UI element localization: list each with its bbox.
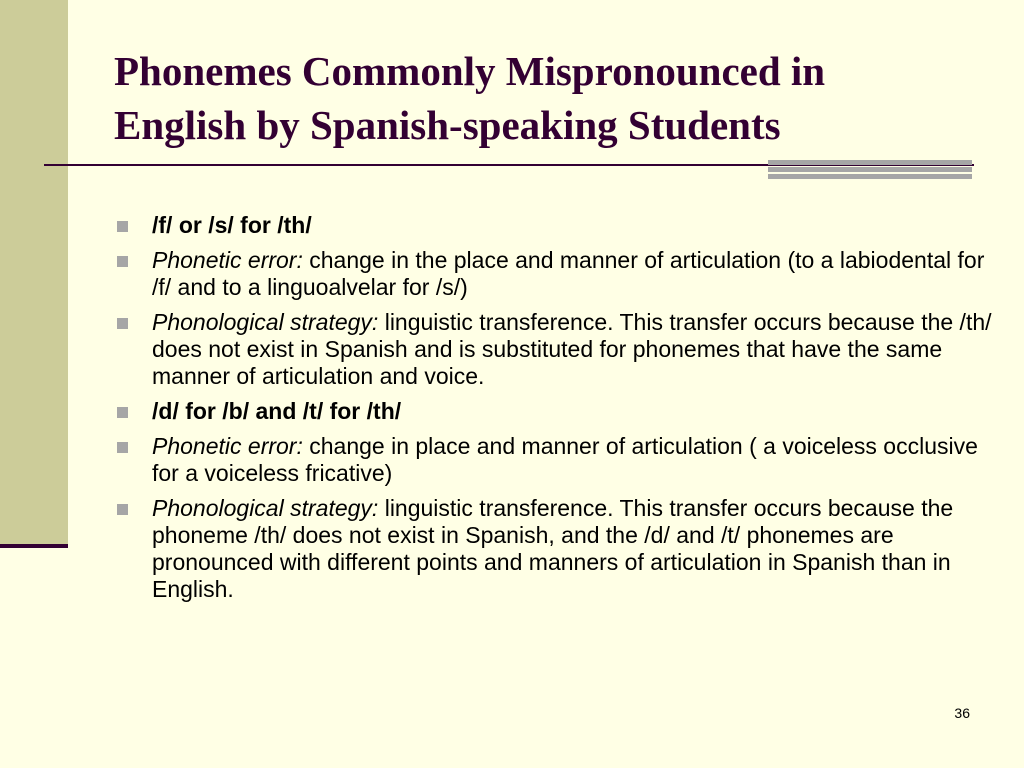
slide-title-line-1: Phonemes Commonly Mispronounced in — [114, 48, 826, 94]
bullet-item — [112, 495, 992, 603]
bullet-text: change in the place and manner of articulation (to a labiodental for /f/ and to a linguoalvelar for /s/) — [152, 247, 985, 300]
square-bullet-icon — [117, 221, 128, 232]
square-bullet-icon — [117, 442, 128, 453]
square-bullet-icon — [117, 318, 128, 329]
slide-number: 36 — [954, 705, 970, 721]
bullet-text: change in place and manner of articulation ( a voiceless occlusive for a voiceless fricative) — [152, 433, 978, 486]
bullet-item — [112, 398, 992, 425]
bullet-label: Phonetic error: — [152, 247, 303, 273]
bullet-heading: /d/ for /b/ and /t/ for /th/ — [152, 398, 402, 424]
slide-title — [114, 44, 994, 152]
left-accent-bar — [0, 0, 68, 545]
bullet-label: Phonetic error: — [152, 433, 303, 459]
bullet-item — [112, 309, 992, 390]
bullet-label: Phonological strategy: — [152, 495, 379, 521]
square-bullet-icon — [117, 504, 128, 515]
bullet-list — [112, 212, 992, 611]
square-bullet-icon — [117, 256, 128, 267]
bullet-item — [112, 247, 992, 301]
bullet-label: Phonological strategy: — [152, 309, 379, 335]
bullet-item — [112, 212, 992, 239]
square-bullet-icon — [117, 407, 128, 418]
bullet-heading: /f/ or /s/ for /th/ — [152, 212, 312, 238]
bullet-text: linguistic transference. This transfer occurs because the phoneme /th/ does not exist in Spanish, and the /d/ and /t/ phonemes are pronounced with different points and manners of articulation in Spanish than in English. — [152, 495, 954, 602]
slide-title-line-2: English by Spanish-speaking Students — [114, 102, 781, 148]
bullet-text: linguistic transference. This transfer occurs because the /th/ does not exist in Spanish and is substituted for phonemes that have the same manner of articulation and voice. — [152, 309, 992, 389]
bullet-item — [112, 433, 992, 487]
title-divider-accent — [768, 160, 972, 179]
left-accent-bar-base — [0, 544, 68, 548]
